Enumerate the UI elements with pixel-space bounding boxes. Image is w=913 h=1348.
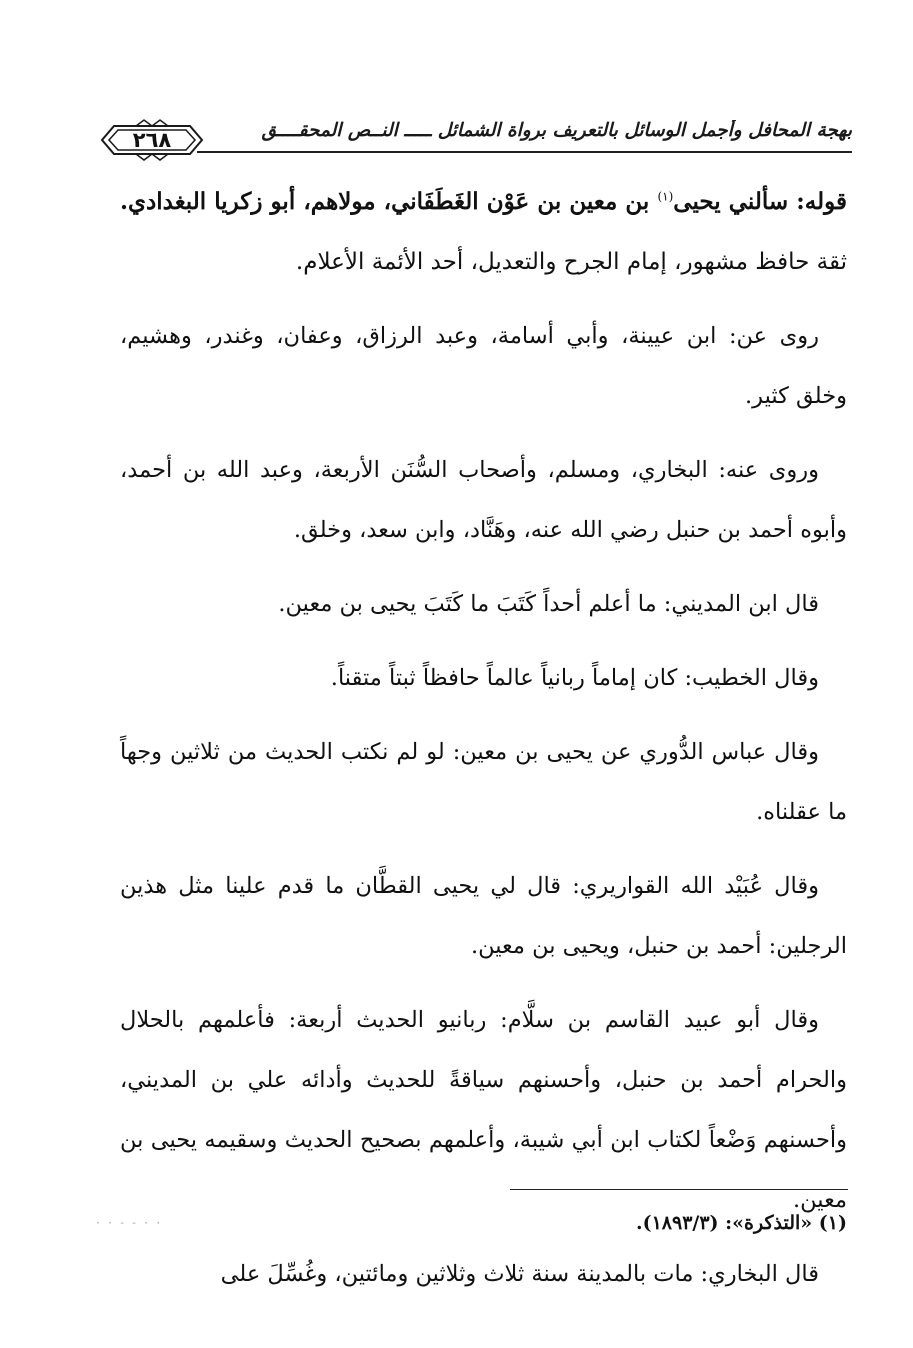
footnote-separator bbox=[510, 1189, 848, 1190]
paragraph-1 bbox=[120, 172, 847, 292]
header-rule bbox=[197, 151, 852, 153]
scan-noise-mark: · · - - · · bbox=[95, 1218, 162, 1229]
paragraph: وقال عباس الدُّوري عن يحيى بن معين: لو لم نكتب الحديث من ثلاثين وجهاً ما عقلناه. bbox=[120, 739, 847, 825]
footnote-ref: (١) bbox=[657, 189, 674, 204]
book-title: بهجة المحافل وأجمل الوسائل بالتعريف برواة الشمائل ـــــ النــص المحقــــق bbox=[261, 120, 852, 141]
paragraph: وقال عُبَيْد الله القواريري: قال لي يحيى القطَّان ما قدم علينا مثل هذين الرجلين: أحمد بن حنبل، ويحيى بن معين. bbox=[120, 873, 847, 959]
paragraph: قال ابن المديني: ما أعلم أحداً كَتَبَ ما كَتَبَ يحيى بن معين. bbox=[278, 591, 819, 617]
entry-heading: قوله: سألني يحيى bbox=[673, 188, 847, 215]
main-text bbox=[120, 172, 847, 1318]
paragraph: وقال أبو عبيد القاسم بن سلَّام: ربانيو الحديث أربعة: فأعلمهم بالحلال والحرام أحمد بن حنبل، وأحسنهم سياقةً للحديث وأدائه علي بن المديني، وأحسنهم وَضْعاً لكتاب ابن أبي شيبة، وأعلمهم بصحيح الحديث وسقيمه يحيى بن معين. bbox=[120, 1007, 847, 1213]
running-header bbox=[100, 118, 852, 168]
paragraph: وقال الخطيب: كان إماماً ربانياً عالماً حافظاً ثبتاً متقناً. bbox=[330, 665, 819, 691]
entry-description: ثقة حافظ مشهور، إمام الجرح والتعديل، أحد الأئمة الأعلام. bbox=[295, 249, 847, 275]
paragraph: روى عن: ابن عيينة، وأبي أسامة، وعبد الرزاق، وعفان، وغندر، وهشيم، وخلق كثير. bbox=[120, 323, 847, 409]
page-number: ٢٦٨ bbox=[132, 128, 172, 152]
page-number-badge bbox=[100, 118, 204, 162]
paragraph: وروى عنه: البخاري، ومسلم، وأصحاب السُّنَن الأربعة، وعبد الله بن أحمد، وأبوه أحمد بن حنبل رضي الله عنه، وهَنَّاد، وابن سعد، وخلق. bbox=[120, 457, 847, 543]
footnote: (١) «التذكرة»: (١٨٩٣/٣). bbox=[635, 1212, 847, 1234]
paragraph: قال البخاري: مات بالمدينة سنة ثلاث وثلاثين ومائتين، وغُسِّلَ على bbox=[220, 1261, 819, 1287]
entry-name: بن معين بن عَوْن الغَطَفَاني، مولاهم، أبو زكريا البغدادي. bbox=[120, 188, 658, 215]
